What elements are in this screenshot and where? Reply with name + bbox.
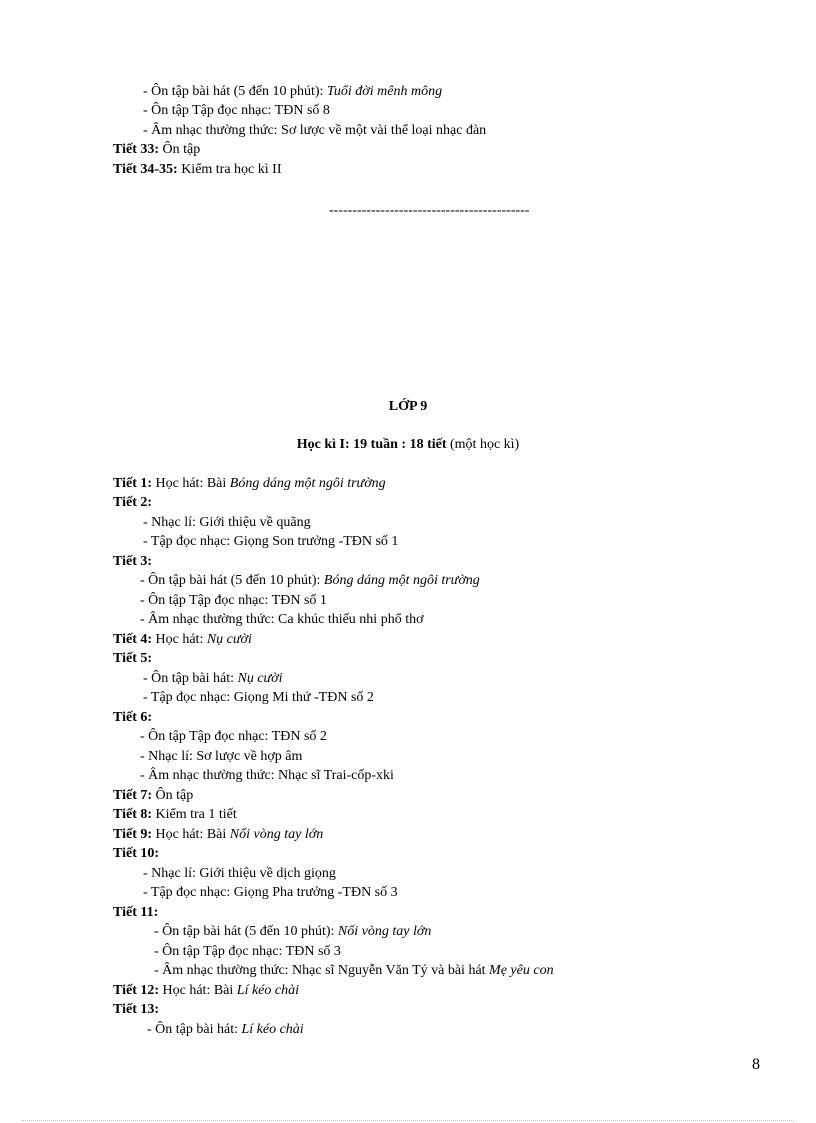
lesson-line: - Tập đọc nhạc: Giọng Mi thứ -TĐN số 2	[143, 690, 374, 705]
top-line-5: Tiết 34-35: Kiểm tra học kì II	[113, 162, 282, 177]
lesson-line: Tiết 9: Học hát: Bài Nối vòng tay lớn	[113, 827, 324, 842]
lesson-line: Tiết 11:	[113, 905, 159, 920]
lesson-line: Tiết 7: Ôn tập	[113, 788, 194, 803]
top-line-2: - Ôn tập Tập đọc nhạc: TĐN số 8	[143, 103, 330, 118]
top-line-4: Tiết 33: Ôn tập	[113, 142, 201, 157]
lesson-line: Tiết 6:	[113, 710, 153, 725]
lesson-line: - Ôn tập bài hát: Lí kéo chài	[147, 1022, 304, 1037]
class-heading: LỚP 9	[388, 399, 428, 414]
lesson-line: - Tập đọc nhạc: Giọng Son trưởng -TĐN số 1	[143, 534, 399, 549]
lesson-line: - Âm nhạc thường thức: Ca khúc thiếu nhi phổ thơ	[140, 612, 424, 627]
page-number: 8	[752, 1056, 760, 1073]
lesson-line: - Tập đọc nhạc: Giọng Pha trưởng -TĐN số 3	[143, 885, 398, 900]
lesson-line: Tiết 4: Học hát: Nụ cười	[113, 632, 252, 647]
lesson-line: - Nhạc lí: Giới thiệu về dịch giọng	[143, 866, 336, 881]
section-divider: -------------------------------------------	[329, 203, 530, 218]
lesson-line: Tiết 8: Kiểm tra 1 tiết	[113, 807, 237, 822]
lesson-line: Tiết 5:	[113, 651, 153, 666]
lesson-line: - Ôn tập bài hát (5 đến 10 phút): Bóng dáng một ngôi trường	[140, 573, 480, 588]
lesson-line: - Ôn tập Tập đọc nhạc: TĐN số 1	[140, 593, 327, 608]
lesson-line: Tiết 2:	[113, 495, 153, 510]
lesson-line: - Âm nhạc thường thức: Nhạc sĩ Trai-cốp-xki	[140, 768, 394, 783]
top-line-1: - Ôn tập bài hát (5 đến 10 phút): Tuổi đời mênh mông	[143, 84, 443, 99]
top-line-3: - Âm nhạc thường thức: Sơ lược về một vài thể loại nhạc đàn	[143, 123, 487, 138]
lesson-line: - Nhạc lí: Sơ lược về hợp âm	[140, 749, 303, 764]
lesson-line: Tiết 1: Học hát: Bài Bóng dáng một ngôi trường	[113, 476, 386, 491]
lesson-line: Tiết 3:	[113, 554, 153, 569]
lesson-line: - Ôn tập Tập đọc nhạc: TĐN số 2	[140, 729, 327, 744]
lesson-line: Tiết 13:	[113, 1002, 160, 1017]
lesson-line: Tiết 12: Học hát: Bài Lí kéo chài	[113, 983, 299, 998]
lesson-line: - Âm nhạc thường thức: Nhạc sĩ Nguyễn Văn Tý và bài hát Mẹ yêu con	[154, 963, 554, 978]
page-bottom-rule	[22, 1120, 794, 1121]
lesson-line: - Ôn tập bài hát (5 đến 10 phút): Nối vòng tay lớn	[154, 924, 432, 939]
lesson-line: - Ôn tập bài hát: Nụ cười	[143, 671, 283, 686]
lesson-line: - Nhạc lí: Giới thiệu về quãng	[143, 515, 311, 530]
lesson-line: Tiết 10:	[113, 846, 160, 861]
lesson-line: - Ôn tập Tập đọc nhạc: TĐN số 3	[154, 944, 341, 959]
semester-heading: Học kì I: 19 tuần : 18 tiết (một học kì)	[296, 437, 520, 452]
